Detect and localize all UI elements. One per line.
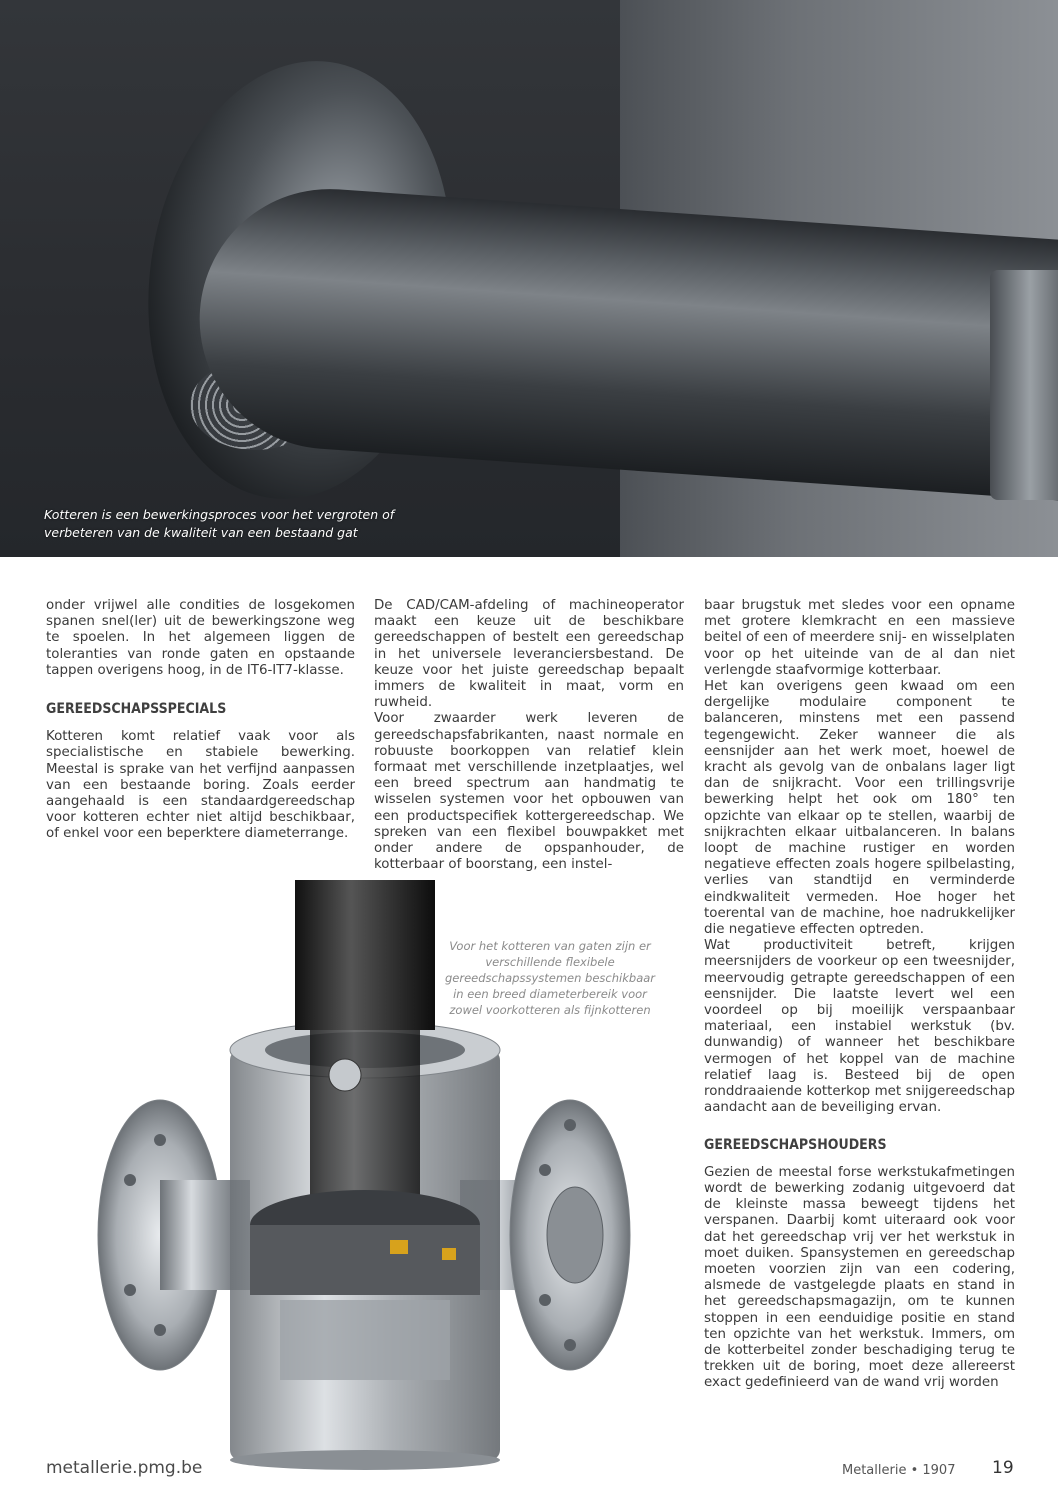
tool-collar bbox=[990, 270, 1058, 500]
paragraph: Kotteren komt relatief vaak voor als specialistische en stabiele bewerking. Meestal is sprake van het verfijnd aanpassen van een bestaande boring. Zoals eerder aangehaald is een standaardgereedschap voor kotteren echter niet altijd beschikbaar, of enkel voor een beperktere diameterrange. bbox=[46, 729, 355, 842]
paragraph: Voor zwaarder werk leveren de gereedschapsfabrikanten, naast normale en robuuste boorkoppen van relatief klein formaat met verschillende inzetplaatjes, wel een breed spectrum aan handmatig te wisselen systemen voor het opbouwen van een productspecifiek kottergereedschap. We spreken van een flexibel bouwpakket met onder andere de opspanhouder, de kotterbaar of boorstang, een instel- bbox=[374, 711, 684, 873]
paragraph: De CAD/CAM-afdeling of machineoperator maakt een keuze uit de beschikbare gereedschappen of bestelt een gereedschap in het universele leveranciersbestand. De keuze voor het juiste gereedschap bepaalt immers de kwaliteit in maat, vorm en ruwheid. bbox=[374, 598, 684, 711]
page-number: 19 bbox=[992, 1458, 1014, 1478]
section-heading: GEREEDSCHAPSSPECIALS bbox=[46, 701, 227, 718]
paragraph: onder vrijwel alle condities de losgekomen spanen snel(ler) uit de bewerkingszone weg te spoelen. In het algemeen liggen de toleranties van ronde gaten en opstaande tappen overigens hoog, in de IT6-IT7-klasse. bbox=[46, 598, 355, 678]
paragraph: Gezien de meestal forse werkstukafmetingen wordt de bewerking zodanig uitgevoerd dat de kleinste massa beweegt tijdens het verspanen. Daarbij komt uiteraard ook voor dat het gereedschap vrij ver het werkstuk in moet duiken. Spansystemen en gereedschap moeten voorzien zijn van een codering, alsmede de vastgelegde plaats en stand in het gereedschapsmagazijn, om te kunnen stoppen in een eenduidige positie en stand ten opzichte van het werkstuk. Immers, om de kotterbeitel zonder beschadiging terug te trekken uit de boring, moet deze allereerst exact gedefinieerd van de wand vrij worden bbox=[704, 1164, 1015, 1391]
magazine-issue: Metallerie • 1907 bbox=[842, 1463, 956, 1478]
column-3 bbox=[704, 598, 1015, 1392]
paragraph: Wat productiviteit betreft, krijgen meersnijders de voorkeur op een tweesnijder, meervoudig getrapte gereedschappen of een eensnijder. Die laatste levert wel een voordeel op bij moeilijk verspaanbaar materiaal, een instabiel werkstuk (bv. dunwandig) of wanneer het beschikbare vermogen of het koppel van de machine relatief laag is. Besteed bij de open ronddraaiende kotterkop met snijgereedschap aandacht aan de beveiliging ervan. bbox=[704, 938, 1015, 1116]
paragraph: baar brugstuk met sledes voor een opname met grotere klemkracht en een massieve beitel of een of meerdere snij- en wisselplaten voor op het uiteinde van de al dan niet verlengde staafvormige kotterbaar. bbox=[704, 598, 1015, 678]
hero-caption: Kotteren is een bewerkingsproces voor het vergroten of verbeteren van de kwaliteit van een bestaand gat bbox=[44, 507, 395, 540]
section-heading: GEREEDSCHAPSHOUDERS bbox=[704, 1136, 887, 1153]
column-2 bbox=[374, 598, 684, 873]
column-1 bbox=[46, 598, 355, 843]
hero-photo bbox=[0, 0, 1058, 557]
figure-caption: Voor het kotteren van gaten zijn er verschillende flexibele gereedschapssystemen beschikbaar in een breed diameterbereik voor zowel voorkotteren als fijnkotteren bbox=[444, 939, 656, 1017]
paragraph: Het kan overigens geen kwaad om een dergelijke modulaire component te balanceren, minstens met een passend tegengewicht. Zeker wanneer die als eensnijder aan het werk moet, hoewel de kracht als gevolg van de onbalans lager ligt dan de snijkracht. Voor een trillingsvrije bewerking helpt het ook om 180° ten opzichte van elkaar op te stellen, waarbij de snijkrachten elkaar uitbalanceren. In balans loopt de machine rustiger en worden negatieve effecten zoals hogere spilbelasting, verlies van standtijd en verminderde eindkwaliteit vermeden. Hoe hoger het toerental van de machine, hoe nadrukkelijker die negatieve effecten optreden. bbox=[704, 679, 1015, 938]
website-link[interactable]: metallerie.pmg.be bbox=[46, 1458, 203, 1478]
